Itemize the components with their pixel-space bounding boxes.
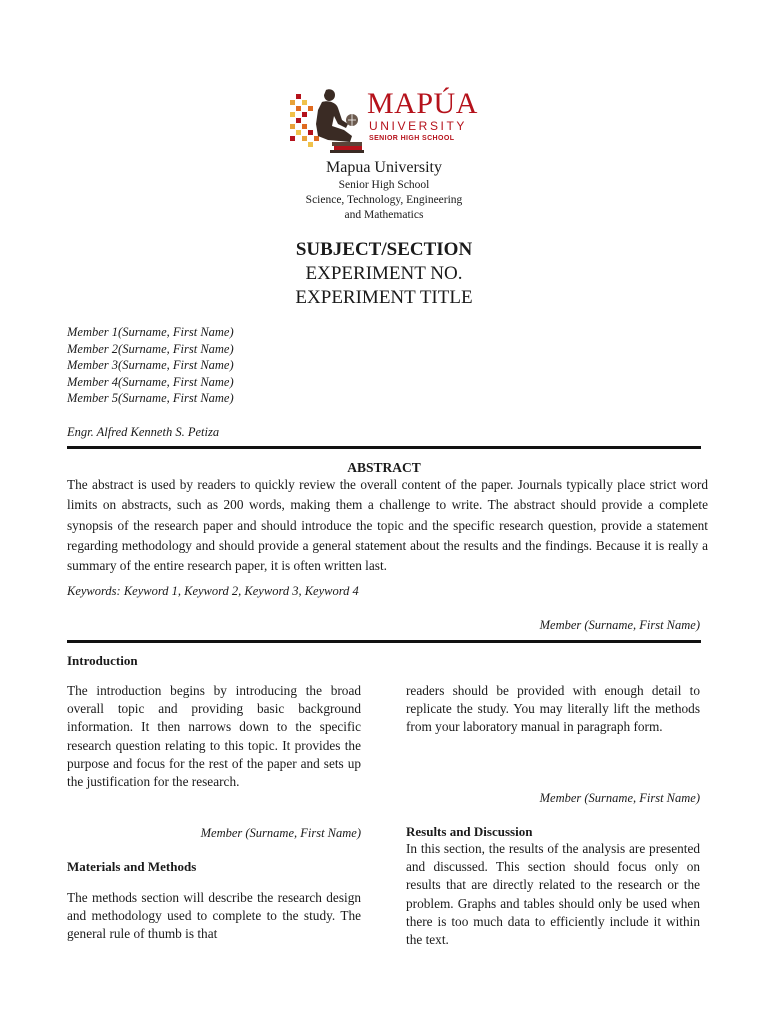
materials-methods-body: The methods section will describe the research design and methodology used to complete to the study. The general rule of thumb is that (67, 890, 361, 942)
experiment-number: EXPERIMENT NO. (305, 263, 463, 284)
results-discussion-body: In this section, the results of the analysis are presented and discussed. This section should focus only on results that are directly related to the research or the problem. Graphs and tables should only be used when there is too much data to efficiently include it within the text. (406, 841, 700, 948)
member-name: Member 2(Surname, First Name) (67, 341, 234, 356)
introduction-body: The introduction begins by introducing the broad overall topic and providing basic background information. It then narrows down to the specific research question relating to this topic. It provides the purpose and focus for the rest of the paper and sets up the justification for the research. (67, 683, 361, 790)
abstract-heading: ABSTRACT (347, 460, 421, 475)
divider-line (67, 446, 701, 449)
keywords-line: Keywords: Keyword 1, Keyword 2, Keyword 3, Keyword 4 (67, 584, 359, 598)
logo-school-text: SENIOR HIGH SCHOOL (369, 135, 455, 142)
member-name: Member 4(Surname, First Name) (67, 374, 234, 389)
member-list (67, 324, 234, 407)
member-name: Member 5(Surname, First Name) (67, 391, 234, 405)
divider-line (67, 640, 701, 643)
logo-wordmark: MAPÚA (367, 87, 478, 120)
instructor-name: Engr. Alfred Kenneth S. Petiza (67, 425, 220, 439)
abstract-author: Member (Surname, First Name) (539, 618, 700, 632)
member-name: Member 3(Surname, First Name) (67, 358, 234, 372)
results-discussion-heading: Results and Discussion (406, 824, 533, 839)
mapua-logo (288, 84, 478, 154)
materials-methods-author: Member (Surname, First Name) (539, 791, 700, 805)
materials-methods-heading: Materials and Methods (67, 859, 197, 874)
university-name: Mapua University (326, 159, 442, 176)
subject-section-title: SUBJECT/SECTION (295, 239, 473, 260)
materials-methods-continued: readers should be provided with enough detail to replicate the study. You may literally lift the methods from your laboratory manual in paragraph form. (406, 683, 700, 735)
logo-emblem-icon (288, 84, 368, 154)
logo-university-text: UNIVERSITY (369, 119, 468, 133)
strands-line-2: and Mathematics (344, 209, 424, 221)
experiment-title: EXPERIMENT TITLE (295, 287, 473, 308)
member-name: Member 1(Surname, First Name) (67, 325, 234, 339)
introduction-author: Member (Surname, First Name) (200, 826, 361, 840)
strands-line-1: Science, Technology, Engineering (305, 194, 463, 206)
abstract-body: The abstract is used by readers to quickly review the overall content of the paper. Journals typically place strict word limits on abstracts, such as 200 words, making them a challenge to write. The abstract should provide a complete synopsis of the research paper and should introduce the topic and the specific research question, provide a statement regarding methodology and should provide a general statement about the results and the findings. Because it is really a summary of the entire research paper, it is often written last. (67, 477, 708, 574)
school-name: Senior High School (338, 179, 430, 191)
introduction-heading: Introduction (67, 653, 138, 668)
